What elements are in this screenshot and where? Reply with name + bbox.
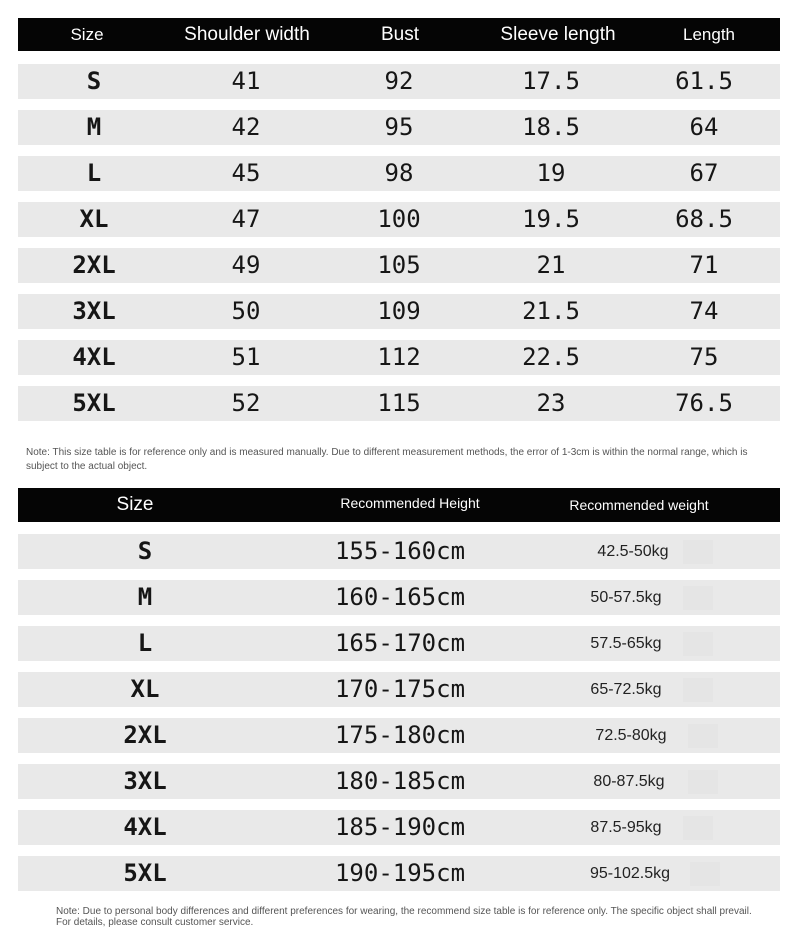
length-cell: 61.5 [675, 67, 733, 95]
shoulder-cell: 51 [231, 343, 261, 371]
size-cell: 3XL [123, 767, 167, 795]
size-cell: 2XL [72, 251, 116, 279]
weight-cell: 42.5-50kg [597, 543, 669, 560]
height-cell: 165-170cm [334, 629, 466, 657]
size-table-row [18, 156, 780, 191]
size-table-row [18, 110, 780, 145]
shoulder-cell: 45 [231, 159, 261, 187]
length-cell: 74 [689, 297, 719, 325]
size-table-header [18, 18, 780, 51]
size-table-row [18, 202, 780, 237]
length-cell: 71 [689, 251, 719, 279]
header-size: Size [116, 494, 154, 515]
smudge-mark [690, 862, 720, 886]
bust-cell: 112 [377, 343, 421, 371]
bust-cell: 98 [384, 159, 414, 187]
weight-cell: 65-72.5kg [590, 681, 662, 698]
sleeve-cell: 17.5 [522, 67, 580, 95]
height-cell: 170-175cm [334, 675, 466, 703]
length-cell: 75 [689, 343, 719, 371]
height-cell: 180-185cm [334, 767, 466, 795]
size-cell: XL [79, 205, 109, 233]
size-table-row [18, 64, 780, 99]
size-table-row [18, 340, 780, 375]
smudge-mark [688, 770, 718, 794]
header-size: Size [70, 25, 104, 44]
shoulder-cell: 52 [231, 389, 261, 417]
smudge-mark [683, 586, 713, 610]
smudge-mark [683, 678, 713, 702]
recommendation-row [18, 764, 780, 799]
bust-cell: 100 [377, 205, 421, 233]
header-sleeve-length: Sleeve length [500, 24, 616, 45]
weight-cell: 57.5-65kg [590, 635, 662, 652]
size-cell: 2XL [123, 721, 167, 749]
bust-cell: 105 [377, 251, 421, 279]
sleeve-cell: 23 [536, 389, 566, 417]
length-cell: 64 [689, 113, 719, 141]
height-cell: 185-190cm [334, 813, 466, 841]
recommendation-note: Note: Due to personal body differences and different preferences for wearing, the recommend size table is for reference only. The specific object shall prevail. For details, please consult customer service. [56, 906, 752, 928]
header-recommended-weight: Recommended weight [569, 497, 709, 513]
size-cell: XL [130, 675, 160, 703]
weight-cell: 80-87.5kg [593, 773, 665, 790]
recommendation-table-header [18, 488, 780, 522]
sleeve-cell: 18.5 [522, 113, 580, 141]
smudge-mark [683, 816, 713, 840]
size-table-row [18, 294, 780, 329]
height-cell: 190-195cm [334, 859, 466, 887]
size-table-row [18, 248, 780, 283]
sleeve-cell: 19.5 [522, 205, 580, 233]
size-table-row [18, 386, 780, 421]
recommendation-row [18, 534, 780, 569]
recommendation-row [18, 856, 780, 891]
sleeve-cell: 21 [536, 251, 566, 279]
weight-cell: 87.5-95kg [590, 819, 662, 836]
header-recommended-height: Recommended Height [340, 495, 480, 511]
recommendation-row [18, 672, 780, 707]
recommendation-row [18, 810, 780, 845]
size-cell: 4XL [123, 813, 167, 841]
bust-cell: 95 [384, 113, 414, 141]
sleeve-cell: 19 [536, 159, 566, 187]
size-cell: M [86, 113, 102, 141]
size-cell: M [137, 583, 153, 611]
sleeve-cell: 22.5 [522, 343, 580, 371]
size-cell: 5XL [123, 859, 167, 887]
bust-cell: 109 [377, 297, 421, 325]
bust-cell: 92 [384, 67, 414, 95]
recommendation-row [18, 580, 780, 615]
size-cell: L [86, 159, 102, 187]
size-cell: 4XL [72, 343, 116, 371]
size-cell: 3XL [72, 297, 116, 325]
recommendation-row [18, 718, 780, 753]
length-cell: 67 [689, 159, 719, 187]
size-cell: L [137, 629, 153, 657]
header-shoulder-width: Shoulder width [184, 24, 310, 45]
size-cell: S [137, 537, 153, 565]
length-cell: 76.5 [675, 389, 733, 417]
size-cell: S [86, 67, 102, 95]
sleeve-cell: 21.5 [522, 297, 580, 325]
header-bust: Bust [380, 24, 420, 45]
height-cell: 160-165cm [334, 583, 466, 611]
weight-cell: 95-102.5kg [589, 865, 671, 882]
length-cell: 68.5 [675, 205, 733, 233]
header-length: Length [683, 25, 735, 44]
shoulder-cell: 41 [231, 67, 261, 95]
smudge-mark [688, 724, 718, 748]
measurement-note: Note: This size table is for reference only and is measured manually. Due to different measurement methods, the error of 1-3cm is within the normal range, which is subject to the actual object. [26, 447, 748, 472]
shoulder-cell: 50 [231, 297, 261, 325]
shoulder-cell: 42 [231, 113, 261, 141]
shoulder-cell: 49 [231, 251, 261, 279]
weight-cell: 72.5-80kg [595, 727, 667, 744]
height-cell: 175-180cm [334, 721, 466, 749]
smudge-mark [683, 632, 713, 656]
size-cell: 5XL [72, 389, 116, 417]
shoulder-cell: 47 [231, 205, 261, 233]
bust-cell: 115 [377, 389, 421, 417]
smudge-mark [683, 540, 713, 564]
weight-cell: 50-57.5kg [590, 589, 662, 606]
recommendation-row [18, 626, 780, 661]
height-cell: 155-160cm [334, 537, 466, 565]
